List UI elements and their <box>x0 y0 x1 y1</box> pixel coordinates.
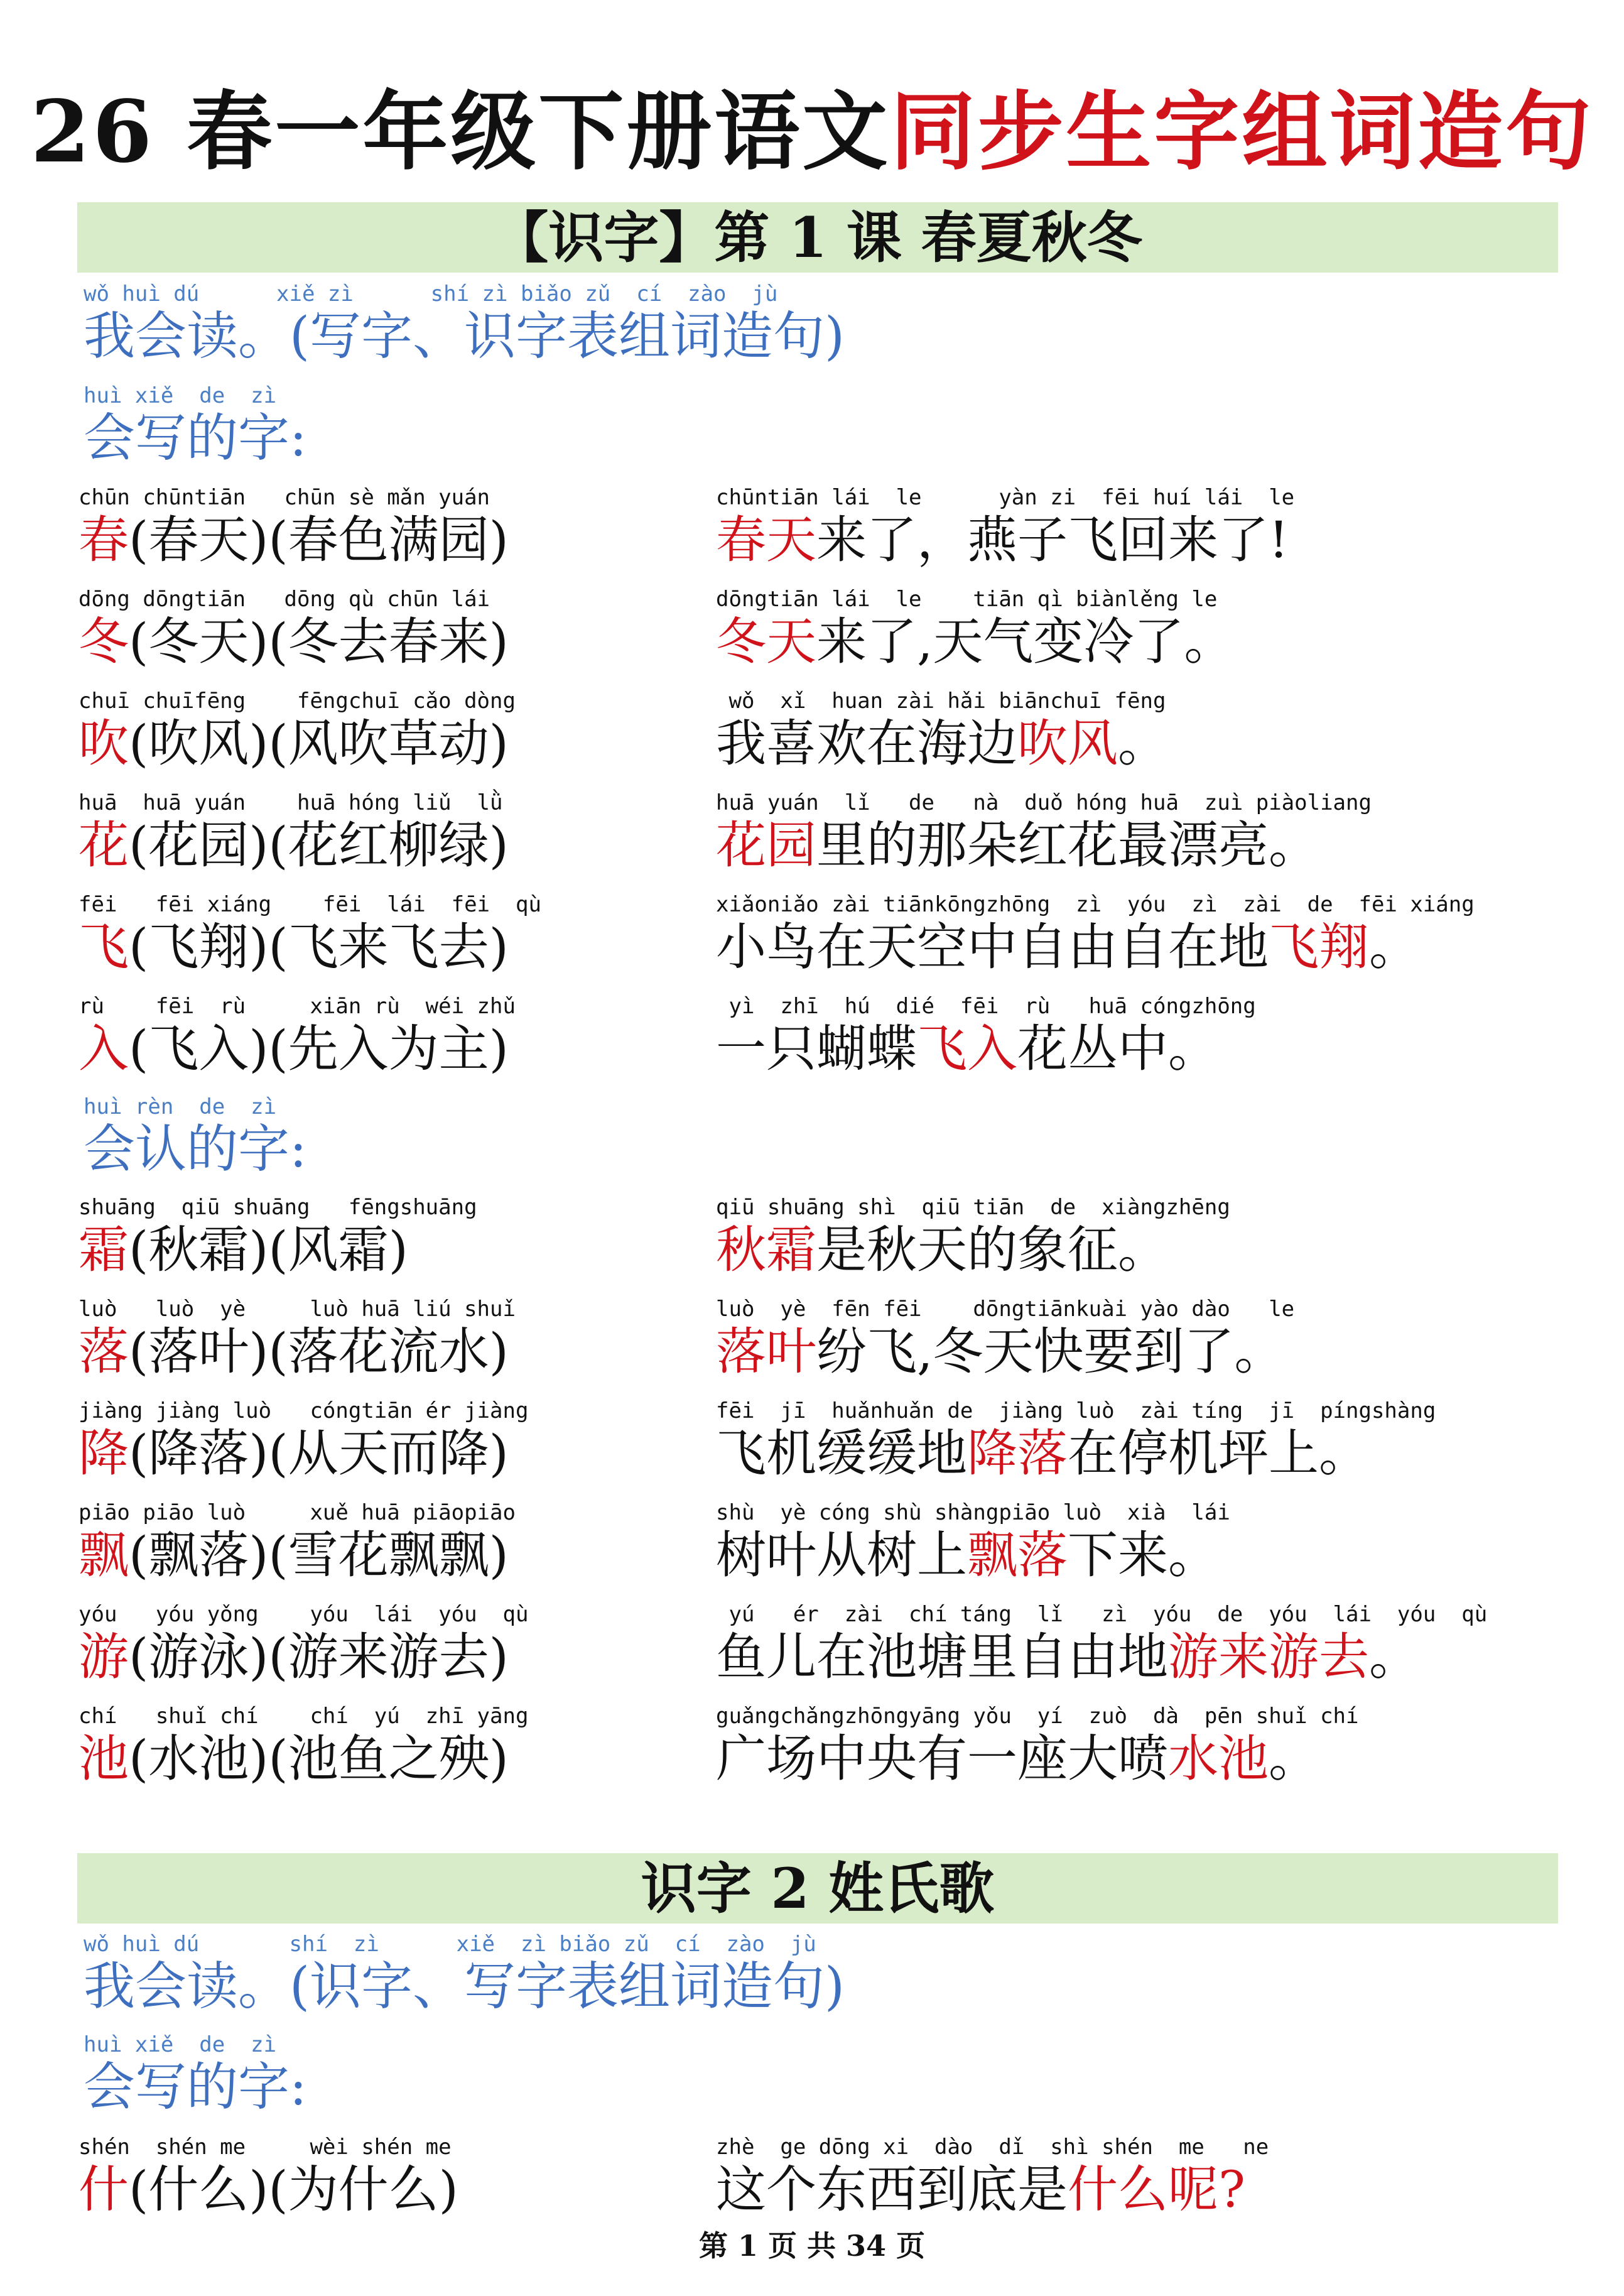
word-char: 入 <box>78 1020 129 1078</box>
lesson1-read <box>84 281 845 367</box>
sentence-pinyin: zhè ge dōng xi dào dǐ shì shén me ne <box>716 2135 1269 2160</box>
word-phrases: (花园)(花红柳绿) <box>129 816 509 874</box>
word-pinyin: jiàng jiàng luò cóngtiān ér jiàng <box>78 1398 529 1423</box>
sentence-entry <box>716 1398 1436 1484</box>
sentence-text: 来了,天气变冷了。 <box>816 612 1235 671</box>
sentence-text: 来了，燕子飞回来了! <box>816 511 1289 569</box>
lesson1-read-text: 我会读。(写字、识字表组词造句) <box>84 307 845 366</box>
word-pinyin: rù fēi rù xiān rù wéi zhǔ <box>78 994 516 1019</box>
word-phrases: (飘落)(雪花飘飘) <box>129 1526 509 1584</box>
sentence-pinyin: luò yè fēn fēi dōngtiānkuài yào dào le <box>716 1297 1295 1322</box>
sentence-pinyin: dōngtiān lái le tiān qì biànlěng le <box>716 587 1218 612</box>
lesson1-recognize-heading <box>84 1094 307 1180</box>
word-entry <box>78 1398 528 1484</box>
word-phrases: (冬天)(冬去春来) <box>129 612 509 671</box>
word-char: 落 <box>78 1322 129 1381</box>
word-pinyin: shuāng qiū shuāng fēngshuāng <box>78 1195 477 1220</box>
word-phrases: (游泳)(游来游去) <box>129 1628 509 1686</box>
sentence-text: 纷飞,冬天快要到了。 <box>816 1322 1285 1381</box>
word-pinyin: dōng dōngtiān dōng qù chūn lái <box>78 587 490 612</box>
sentence-entry <box>716 688 1168 774</box>
word-pinyin: piāo piāo luò xuě huā piāopiāo <box>78 1500 516 1525</box>
sentence-highlight: 春天 <box>716 511 816 569</box>
word-pinyin: luò luò yè luò huā liú shuǐ <box>78 1297 516 1322</box>
word-pinyin: shén shén me wèi shén me <box>78 2135 452 2160</box>
word-char: 春 <box>78 511 129 569</box>
sentence-highlight: 秋霜 <box>716 1221 816 1279</box>
sentence-highlight: 花园 <box>716 816 816 874</box>
sentence-text: 广场中央有一座大喷 <box>716 1729 1168 1788</box>
lesson2-title: 识字 2 姓氏歌 <box>641 1856 995 1921</box>
sentence-pinyin: fēi jī huǎnhuǎn de jiàng luò zài tíng jī píngshàng <box>716 1398 1436 1423</box>
sentence-text-2: 在停机坪上。 <box>1068 1424 1369 1483</box>
sentence-pinyin: huā yuán lǐ de nà duǒ hóng huā zuì piàoliang <box>716 790 1372 815</box>
sentence-entry <box>716 1602 1487 1687</box>
sentence-text: 里的那朵红花最漂亮。 <box>816 816 1319 874</box>
sentence-pinyin: qiū shuāng shì qiū tiān de xiàngzhēng <box>716 1195 1230 1220</box>
sentence-text: 鱼儿在池塘里自由地 <box>716 1628 1168 1686</box>
sentence-pinyin: wǒ xǐ huan zài hǎi biānchuī fēng <box>716 688 1166 714</box>
sentence-entry <box>716 1195 1230 1280</box>
word-entry <box>78 1704 528 1789</box>
sentence-pinyin: shù yè cóng shù shàngpiāo luò xià lái <box>716 1500 1230 1525</box>
sentence-highlight-2: 吹风 <box>1017 714 1118 773</box>
sentence-pinyin: xiǎoniǎo zài tiānkōngzhōng zì yóu zì zài de fēi xiáng <box>716 892 1475 917</box>
sentence-text: 飞机缓缓地 <box>716 1424 967 1483</box>
sentence-pinyin: chūntiān lái le yàn zi fēi huí lái le <box>716 485 1295 510</box>
title-part-red: 同步生字组词造句 <box>890 82 1594 182</box>
sentence-pinyin: yú ér zài chí táng lǐ zì yóu de yóu lái yóu qù <box>716 1602 1488 1627</box>
sentence-text-2: 。 <box>1369 1628 1419 1686</box>
lesson2-write-heading-pinyin: huì xiě de zì <box>84 2032 277 2057</box>
word-entry <box>78 1602 528 1687</box>
page-title <box>0 82 1624 182</box>
sentence-pinyin: yì zhī hú dié fēi rù huā cóngzhōng <box>716 994 1256 1019</box>
lesson2-read-pinyin: wǒ huì dú shí zì xiě zì biǎo zǔ cí zào jù <box>84 1932 816 1957</box>
word-phrases: (春天)(春色满园) <box>129 511 509 569</box>
lesson2-read <box>84 1932 845 2017</box>
word-char: 飞 <box>78 918 129 976</box>
word-pinyin: yóu yóu yǒng yóu lái yóu qù <box>78 1602 529 1627</box>
lesson1-title: 【识字】第 1 课 春夏秋冬 <box>493 205 1142 270</box>
lesson1-write-heading <box>84 383 307 469</box>
lesson2-sentence <box>716 2135 1269 2220</box>
sentence-highlight: 冬天 <box>716 612 816 671</box>
word-phrases: (飞翔)(飞来飞去) <box>129 918 509 976</box>
sentence-text-2: 花丛中。 <box>1017 1020 1218 1078</box>
lesson1-read-pinyin: wǒ huì dú xiě zì shí zì biǎo zǔ cí zào jù <box>84 281 778 307</box>
recognize-heading-text: 会认的字: <box>84 1119 307 1179</box>
sentence-highlight-2: 飞入 <box>917 1020 1017 1078</box>
sentence-entry <box>716 892 1475 977</box>
word-phrases: (什么)(为什么) <box>129 2160 458 2219</box>
word-char: 吹 <box>78 714 129 773</box>
sentence-text: 一只蝴蝶 <box>716 1020 917 1078</box>
sentence-text-2: 。 <box>1369 918 1419 976</box>
sentence-highlight-2: 飞翔 <box>1269 918 1369 976</box>
word-entry <box>78 1297 516 1382</box>
word-pinyin: fēi fēi xiáng fēi lái fēi qù <box>78 892 541 917</box>
word-char: 游 <box>78 1628 129 1686</box>
word-char: 什 <box>78 2160 129 2219</box>
word-pinyin: chūn chūntiān chūn sè mǎn yuán <box>78 485 490 510</box>
sentence-text: 是秋天的象征。 <box>816 1221 1168 1279</box>
word-phrases: (秋霜)(风霜) <box>129 1221 408 1279</box>
lesson1-title-band <box>77 202 1558 273</box>
word-entry <box>78 1195 477 1280</box>
sentence-text: 这个东西到底是 <box>716 2160 1068 2219</box>
word-phrases: (飞入)(先入为主) <box>129 1020 509 1078</box>
word-phrases: (降落)(从天而降) <box>129 1424 509 1483</box>
sentence-highlight-2: 水池 <box>1168 1729 1269 1788</box>
lesson2-write-heading <box>84 2032 307 2118</box>
word-pinyin: huā huā yuán huā hóng liǔ lǜ <box>78 790 503 815</box>
word-char: 飘 <box>78 1526 129 1584</box>
word-entry <box>78 994 516 1079</box>
lesson2-title-band <box>77 1853 1558 1923</box>
lesson2-read-text: 我会读。(识字、写字表组词造句) <box>84 1957 845 2016</box>
word-char: 霜 <box>78 1221 129 1279</box>
sentence-text: 我喜欢在海边 <box>716 714 1017 773</box>
title-part-black: 26 春一年级下册语文 <box>30 82 890 182</box>
sentence-text-2: 。 <box>1269 1729 1319 1788</box>
write-heading-text: 会写的字: <box>84 408 307 468</box>
sentence-pinyin: guǎngchǎngzhōngyāng yǒu yí zuò dà pēn shuǐ chí <box>716 1704 1359 1729</box>
lesson2-word-left <box>78 2135 458 2220</box>
word-entry <box>78 485 509 570</box>
word-entry <box>78 688 516 774</box>
sentence-entry <box>716 1704 1359 1789</box>
word-entry <box>78 587 509 672</box>
sentence-highlight-2: 飘落 <box>967 1526 1068 1584</box>
word-entry <box>78 892 541 977</box>
lesson2-write-heading-text: 会写的字: <box>84 2057 307 2117</box>
sentence-entry <box>716 587 1234 672</box>
sentence-entry <box>716 485 1294 570</box>
sentence-text-2: 。 <box>1118 714 1168 773</box>
sentence-highlight: 落叶 <box>716 1322 816 1381</box>
word-phrases: (落叶)(落花流水) <box>129 1322 509 1381</box>
sentence-entry <box>716 790 1372 876</box>
sentence-entry <box>716 1500 1230 1586</box>
word-entry <box>78 790 509 876</box>
sentence-text-2: 下来。 <box>1068 1526 1218 1584</box>
recognize-heading-pinyin: huì rèn de zì <box>84 1094 277 1119</box>
word-entry <box>78 1500 516 1586</box>
write-heading-pinyin: huì xiě de zì <box>84 383 277 408</box>
word-char: 冬 <box>78 612 129 671</box>
word-char: 花 <box>78 816 129 874</box>
word-char: 池 <box>78 1729 129 1788</box>
word-char: 降 <box>78 1424 129 1483</box>
sentence-entry <box>716 994 1256 1079</box>
word-pinyin: chuī chuīfēng fēngchuī cǎo dòng <box>78 688 516 714</box>
page-footer: 第 1 页 共 34 页 <box>698 2229 926 2263</box>
word-phrases: (水池)(池鱼之殃) <box>129 1729 509 1788</box>
word-phrases: (吹风)(风吹草动) <box>129 714 509 773</box>
sentence-highlight-2: 游来游去 <box>1168 1628 1369 1686</box>
sentence-highlight: 什么呢? <box>1068 2160 1245 2219</box>
word-pinyin: chí shuǐ chí chí yú zhī yāng <box>78 1704 529 1729</box>
sentence-text: 树叶从树上 <box>716 1526 967 1584</box>
sentence-highlight-2: 降落 <box>967 1424 1068 1483</box>
sentence-entry <box>716 1297 1294 1382</box>
sentence-text: 小鸟在天空中自由自在地 <box>716 918 1269 976</box>
